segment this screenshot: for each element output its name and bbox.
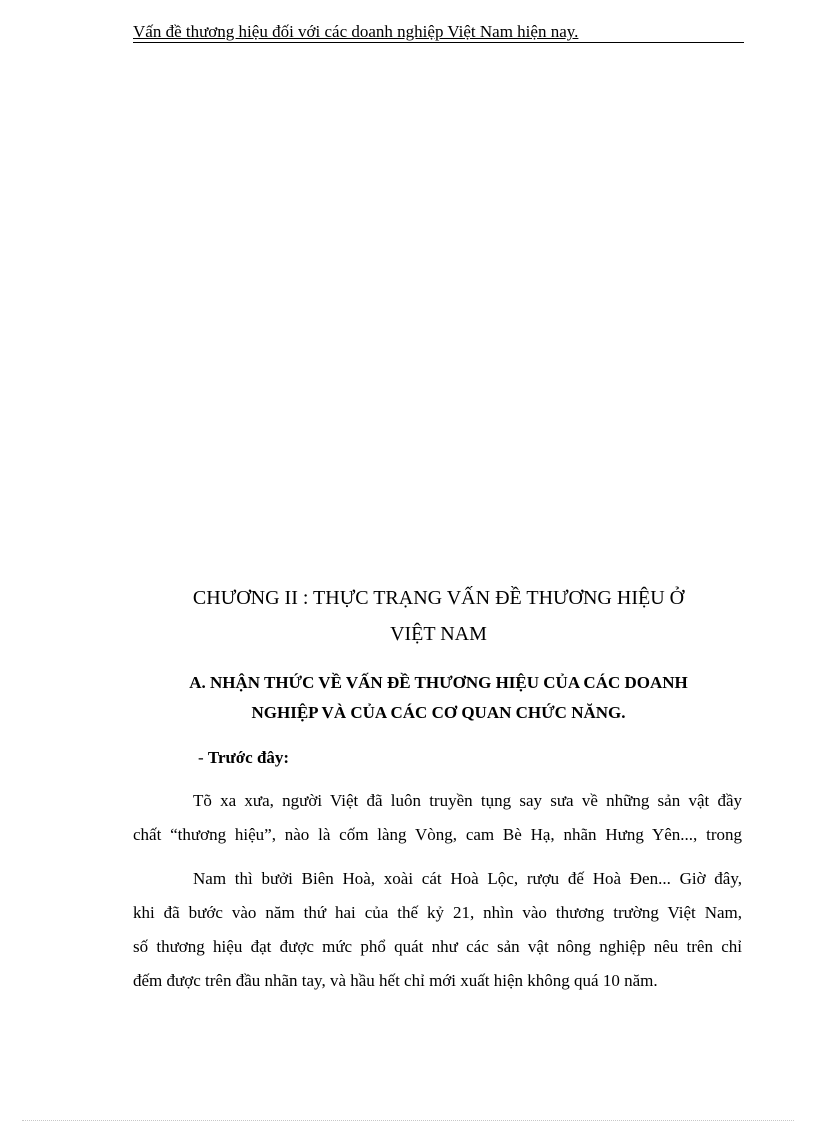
chapter-title [133,580,744,652]
page-bottom-rule [22,1120,794,1121]
paragraph-line: khi đã bước vào năm thứ hai của thế kỷ 21, nhìn vào thương trường Việt Nam, [133,903,742,922]
subsection-dash: - [198,748,208,767]
chapter-title-line-2: VIỆT NAM [390,623,487,645]
subsection-label: Trước đây: [207,748,290,767]
chapter-title-line-1: CHƯƠNG II : THỰC TRẠNG VẤN ĐỀ THƯƠNG HIỆU Ở [192,587,685,609]
paragraph-line: Nam thì bưởi Biên Hoà, xoài cát Hoà Lộc, rượu đế Hoà Đen... Giờ đây, [193,869,742,888]
paragraph-line: Tõ xa xưa, người Việt đã luôn truyền tụng say sưa về những sản vật đầy [193,791,742,810]
subsection-heading [198,746,289,770]
paragraph-1 [133,784,742,852]
running-header-title: Vấn đề thương hiệu đối với các doanh nghiệp Việt Nam hiện nay. [133,22,579,41]
paragraph-2 [133,862,742,998]
paragraph-line: chất “thương hiệu”, nào là cốm làng Vòng, cam Bè Hạ, nhãn Hưng Yên..., trong [133,825,742,844]
section-heading [133,668,744,728]
section-heading-line-2: NGHIỆP VÀ CỦA CÁC CƠ QUAN CHỨC NĂNG. [251,703,626,722]
section-heading-line-1: A. NHẬN THỨC VỀ VẤN ĐỀ THƯƠNG HIỆU CỦA CÁC DOANH [189,673,688,692]
running-header [133,22,744,43]
paragraph-line: đếm được trên đầu nhãn tay, và hầu hết chỉ mới xuất hiện không quá 10 năm. [133,971,658,990]
paragraph-line: số thương hiệu đạt được mức phổ quát như các sản vật nông nghiệp nêu trên chỉ [133,937,742,956]
